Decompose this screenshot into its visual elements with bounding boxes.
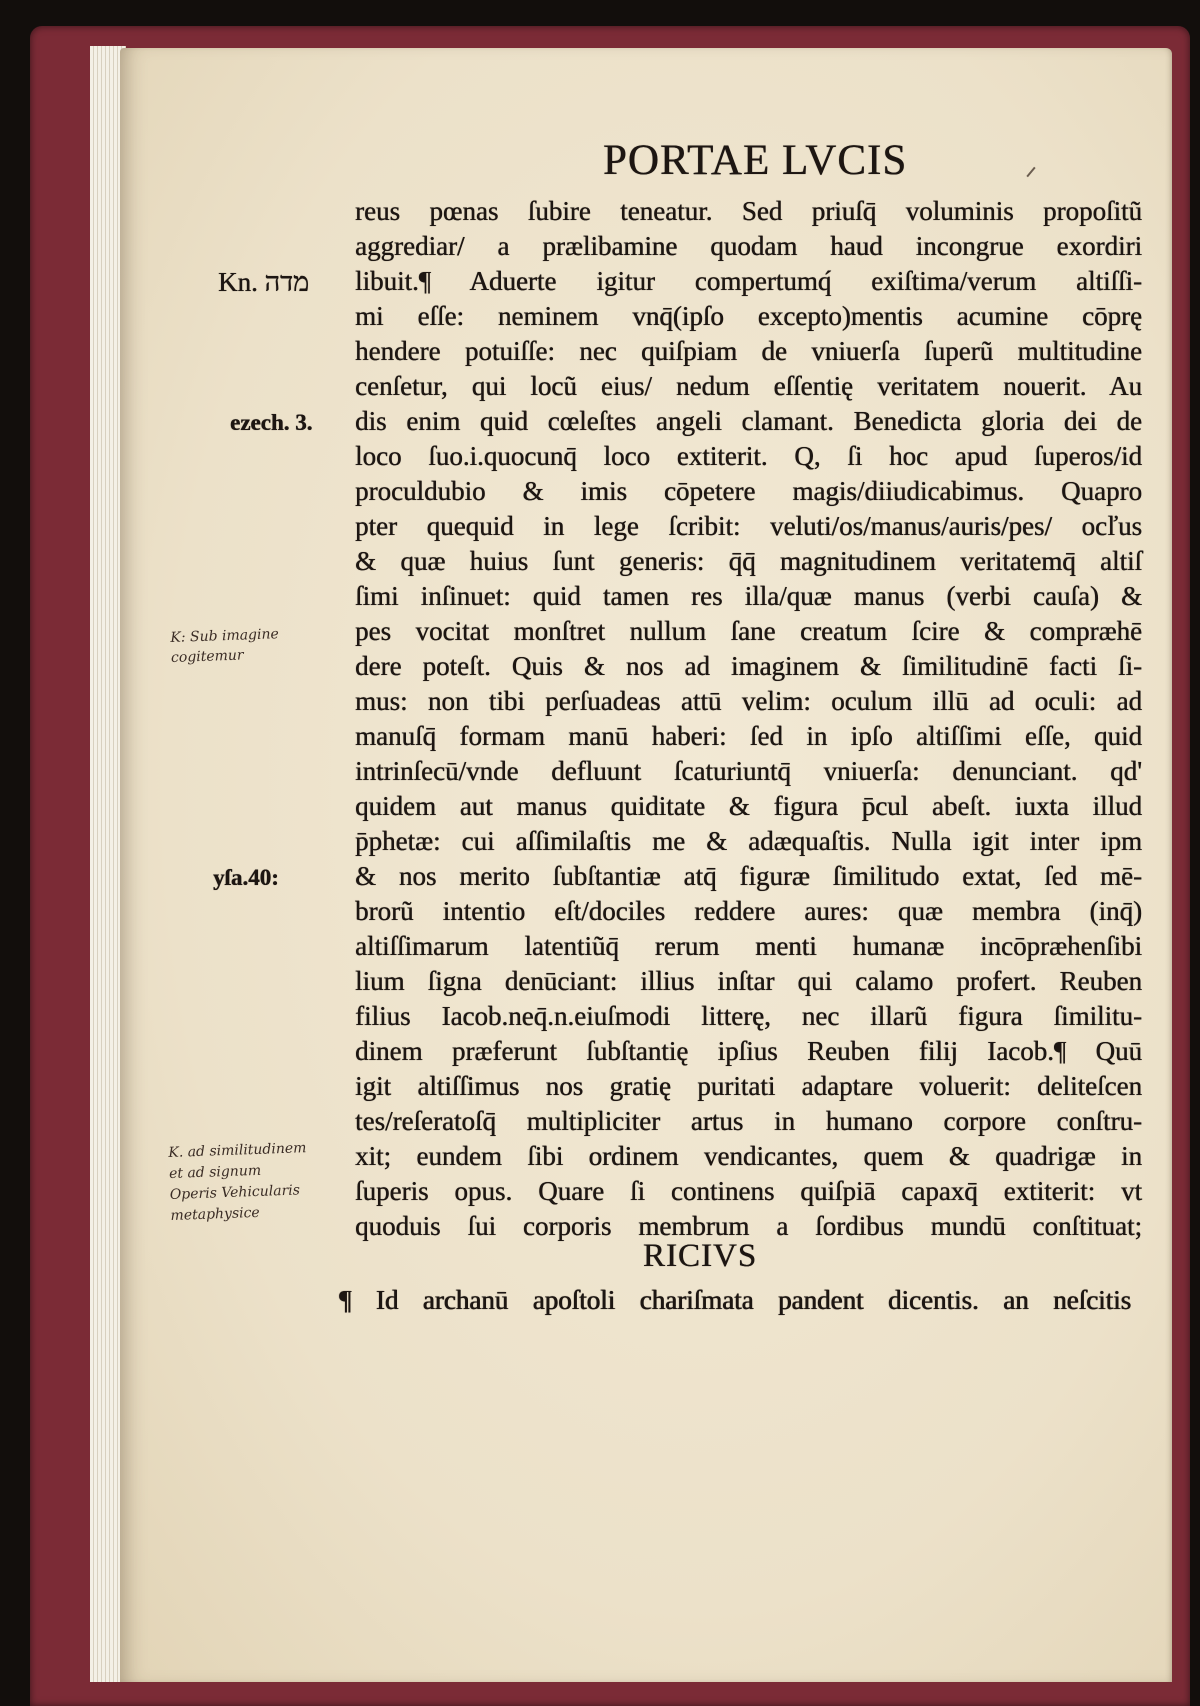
- text-line: dinem præferunt ſubſtantię ipſius Reuben filij Iacob.¶ Quū: [355, 1036, 1142, 1066]
- margin-note-kn: Kn. מדה: [218, 267, 310, 297]
- text-line: & quæ huius ſunt generis: q̄q̄ magnitudinem veritatemq̄ altiſ: [355, 546, 1142, 576]
- handwritten-note-2: [168, 1138, 309, 1227]
- running-head: PORTAE LVCIS: [602, 137, 908, 184]
- text-line: ſimi inſinuet: quid tamen res illa/quæ manus (verbi cauſa) &: [355, 581, 1142, 611]
- text-line: dis enim quid cœleſtes angeli clamant. Benedicta gloria dei de: [355, 406, 1142, 436]
- text-line: xit; eundem ſibi ordinem vendicantes, quem & quadrigæ in: [355, 1141, 1142, 1171]
- text-line: ſuperis opus. Quare ſi continens quiſpiā capaxq̄ extiterit: vt: [355, 1176, 1142, 1206]
- text-line: mus: non tibi perſuadeas attū velim: oculum illū ad oculi: ad: [355, 686, 1142, 716]
- text-line: pes vocitat monſtret nullum ſane creatum ſcire & compræhē: [355, 616, 1142, 646]
- catchword: RICIVS: [642, 1238, 758, 1274]
- text-line: intrinſecū/vnde defluunt ſcaturiuntq̄ vniuerſa: denunciant. qd': [355, 756, 1142, 786]
- text-line: filius Iacob.neq̄.n.eiuſmodi litterę, nec illarũ figura ſimilitu-: [355, 1001, 1142, 1031]
- text-line: quidem aut manus quiditate & figura p̄cul abeſt. iuxta illud: [355, 791, 1142, 821]
- text-line: altiſſimarum latentiũq̄ rerum menti humanæ incōpræhenſibi: [355, 931, 1142, 961]
- text-line: tes/reſeratoſq̄ multipliciter artus in humano corpore conſtru-: [355, 1106, 1142, 1136]
- handwritten-line: K. ad similitudinem: [168, 1140, 307, 1161]
- text-line: cenſetur, qui locũ eius/ nedum eſſentię veritatem nouerit. Au: [355, 371, 1142, 401]
- text-line: lium ſigna denūciant: illius inſtar qui calamo profert. Reuben: [355, 966, 1142, 996]
- text-line: mi eſſe: neminem vnq̄(ipſo excepto)mentis acumine cōprę: [355, 301, 1142, 331]
- text-line: libuit.¶ Aduerte igitur compertumq́ exiſtima/verum altiſſi-: [355, 266, 1142, 296]
- text-line: igit altiſſimus nos gratię puritati adaptare voluerit: deliteſcen: [355, 1071, 1142, 1101]
- text-line: loco ſuo.i.quocunq̄ loco extiterit. Q, ſi hoc apud ſuperos/id: [355, 441, 1142, 471]
- handwritten-line: Operis Vehicularis: [169, 1182, 301, 1203]
- text-line: proculdubio & imis cōpetere magis/diiudicabimus. Quapro: [355, 476, 1142, 506]
- text-line: aggrediar/ a prælibamine quodam haud incongrue exordiri: [355, 231, 1142, 261]
- text-line: manuſq̄ formam manū haberi: ſed in ipſo altiſſimi eſſe, quid: [355, 721, 1142, 751]
- margin-note-ysa: yſa.40:: [213, 865, 279, 890]
- text-line: & nos merito ſubſtantiæ atq̄ figuræ ſimilitudo extat, ſed mē-: [355, 861, 1142, 891]
- text-line: dere poteſt. Quis & nos ad imaginem & ſimilitudinē facti ſi-: [355, 651, 1142, 681]
- body-text: [355, 194, 1142, 1244]
- text-line: quoduis ſui corporis membrum a ſordibus mundū conſtituat;: [355, 1211, 1142, 1241]
- handwritten-line: cogitemur: [170, 647, 244, 666]
- handwritten-note-1: [170, 624, 280, 668]
- margin-note-ezech: ezech. 3.: [230, 410, 313, 435]
- handwritten-line: metaphysice: [170, 1204, 260, 1224]
- next-page-line: ¶ Id archanū apoſtoli chariſmata pandent dicentis. an neſcitis: [339, 1285, 1131, 1315]
- text-line: hendere potuiſſe: nec quiſpiam de vniuerſa ſuperũ multitudine: [355, 336, 1142, 366]
- handwritten-line: et ad signum: [168, 1162, 262, 1182]
- text-line: p̄phetæ: cui aſſimilaſtis me & adæquaſtis. Nulla igit inter ipm: [355, 826, 1142, 856]
- handwritten-line: K: Sub imagine: [170, 626, 280, 646]
- text-line: pter quequid in lege ſcribit: veluti/os/manus/auris/pes/ ocľus: [355, 511, 1142, 541]
- text-line: reus pœnas ſubire teneatur. Sed priuſq̄ voluminis propoſitũ: [355, 196, 1142, 226]
- text-line: brorũ intentio eſt/dociles reddere aures: quæ membra (inq̄): [355, 896, 1142, 926]
